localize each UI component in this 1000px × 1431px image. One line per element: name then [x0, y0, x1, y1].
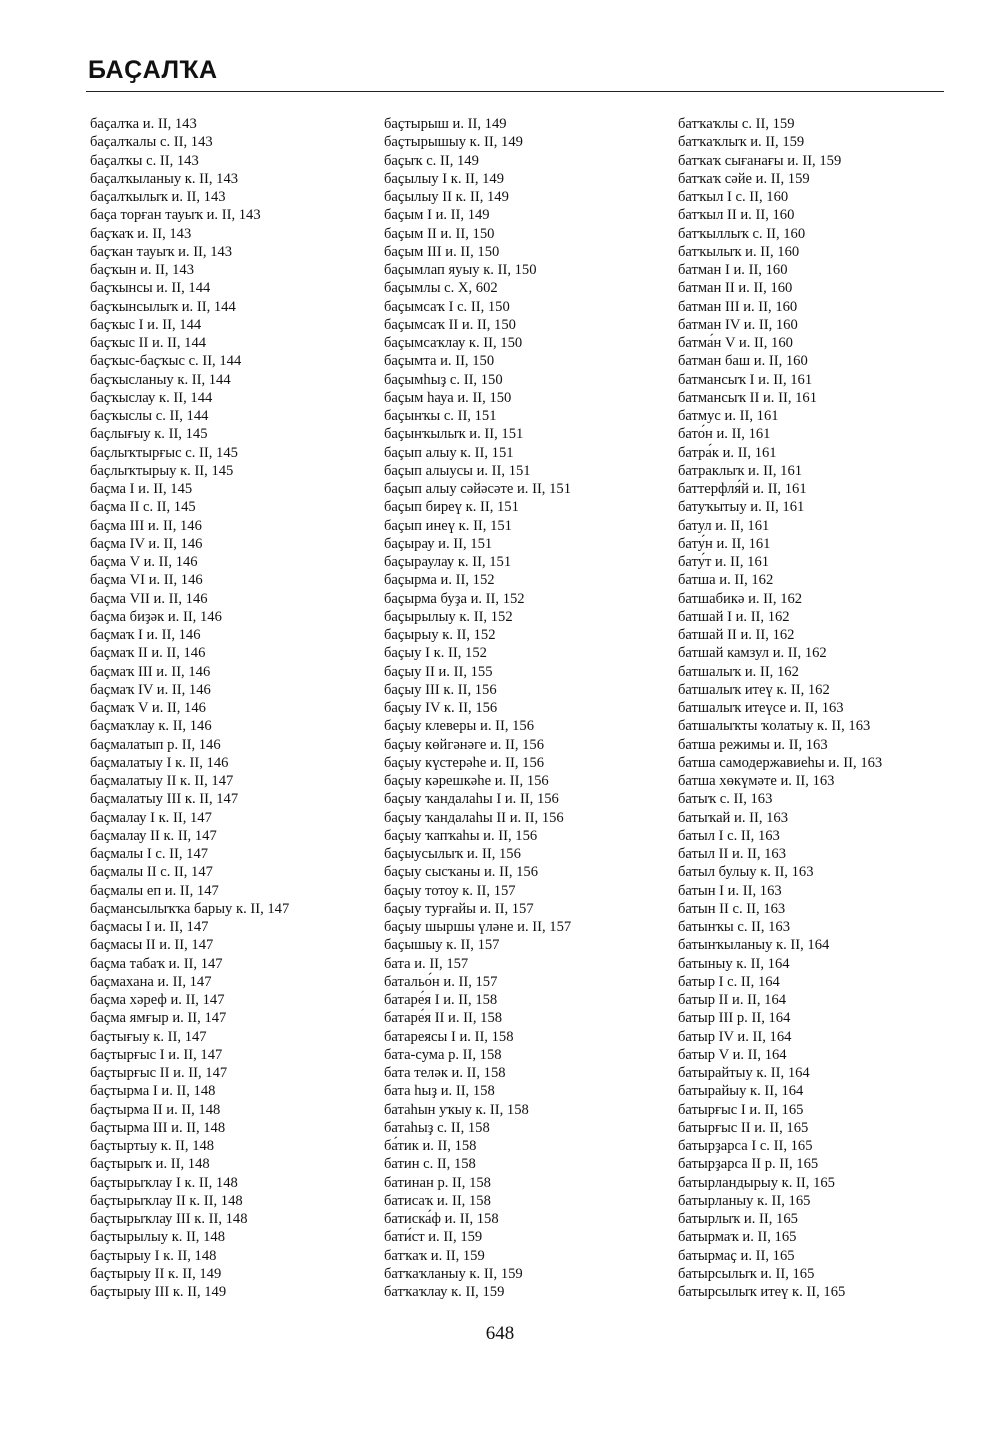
- dictionary-entry: баҫмалатыу II к. II, 147: [90, 773, 234, 789]
- entries-column-1: [90, 115, 289, 1301]
- dictionary-entry: бата и. II, 157: [384, 955, 469, 972]
- dictionary-entry: баҫып биреү к. II, 151: [384, 499, 519, 516]
- dictionary-entry: баҫыу көйгәнәге и. II, 156: [384, 736, 545, 753]
- dictionary-entry: баҫырау и. II, 151: [384, 535, 493, 552]
- dictionary-entry: баҫтырыу III к. II, 149: [90, 1284, 227, 1300]
- dictionary-entry: батырғыс II и. II, 165: [678, 1119, 809, 1136]
- dictionary-entry: баҫырыу к. II, 152: [384, 627, 496, 643]
- dictionary-entry: батальо́н и. II, 157: [384, 973, 498, 990]
- dictionary-entry: баҫмаҡлау к. II, 146: [90, 718, 212, 735]
- dictionary-entry: баҫыу III к. II, 156: [384, 681, 497, 698]
- dictionary-entry: ба́тик и. II, 158: [384, 1138, 477, 1154]
- dictionary-entry: баттерфля́й и. II, 161: [678, 481, 807, 497]
- dictionary-entry: батҡаҡлау к. II, 159: [384, 1284, 505, 1300]
- dictionary-entry: батша режимы и. II, 163: [678, 736, 828, 753]
- dictionary-entry: баҫлығыу к. II, 145: [90, 426, 208, 443]
- dictionary-entry: батырайтыу к. II, 164: [678, 1065, 810, 1081]
- dictionary-entry: батман III и. II, 160: [678, 298, 798, 315]
- dictionary-entry: баҫма V и. II, 146: [90, 554, 198, 570]
- dictionary-entry: баҫмаҡ III и. II, 146: [90, 663, 211, 680]
- dictionary-entry: баҫма IV и. II, 146: [90, 535, 203, 552]
- dictionary-entry: баҫҡынсылыҡ и. II, 144: [90, 298, 236, 315]
- dictionary-entry: баҫырма буҙа и. II, 152: [384, 590, 525, 607]
- dictionary-entry: баҫыусылыҡ и. II, 156: [384, 846, 521, 862]
- entries-column-3: [678, 115, 882, 1301]
- dictionary-entry: баҫҡысланыу к. II, 144: [90, 371, 231, 388]
- dictionary-entry: баҫтырыҡлау III к. II, 148: [90, 1211, 248, 1227]
- dictionary-entry: баҫҡынсы и. II, 144: [90, 280, 211, 297]
- dictionary-entry: батырсылыҡ итеү к. II, 165: [678, 1284, 846, 1300]
- dictionary-entry: батман II и. II, 160: [678, 280, 793, 297]
- dictionary-entry: баҫалҡыланыу к. II, 143: [90, 170, 239, 187]
- dictionary-entry: баҫлыҡтырыу к. II, 145: [90, 462, 234, 479]
- dictionary-entry: баҫалҡы с. II, 143: [90, 152, 199, 169]
- dictionary-entry: батаһын уҡыу к. II, 158: [384, 1101, 529, 1118]
- dictionary-entry: баҫма II с. II, 145: [90, 499, 196, 516]
- dictionary-entry: баҫмалы I с. II, 147: [90, 846, 209, 862]
- dictionary-entry: баҫып алыусы и. II, 151: [384, 462, 531, 479]
- dictionary-entry: баҫыу сысҡаны и. II, 156: [384, 864, 539, 881]
- dictionary-entry: батман баш и. II, 160: [678, 353, 808, 370]
- dictionary-entry: батшалыҡ итеү к. II, 162: [678, 681, 830, 698]
- dictionary-entry: баҫыу шыршы үләне и. II, 157: [384, 919, 572, 935]
- dictionary-entry: батмансыҡ I и. II, 161: [678, 371, 813, 388]
- dictionary-entry: батисаҡ и. II, 158: [384, 1192, 491, 1209]
- dictionary-entry: батырҙарса II р. II, 165: [678, 1156, 819, 1173]
- dictionary-entry: баҫыу ҡандалаһы II и. II, 156: [384, 809, 564, 826]
- dictionary-entry: баҫынҡылыҡ и. II, 151: [384, 426, 524, 443]
- dictionary-entry: баҫып алыу к. II, 151: [384, 444, 514, 461]
- dictionary-entry: батаре́я I и. II, 158: [384, 992, 498, 1008]
- dictionary-entry: баҫыу кәрешкәһе и. II, 156: [384, 773, 549, 789]
- dictionary-entry: бата теләк и. II, 158: [384, 1065, 506, 1081]
- dictionary-entry: баҫма табаҡ и. II, 147: [90, 955, 223, 972]
- dictionary-entry: батшалыҡ и. II, 162: [678, 663, 799, 680]
- dictionary-entry: баҫмалатып р. II, 146: [90, 736, 221, 753]
- dictionary-entry: батин с. II, 158: [384, 1156, 476, 1173]
- dictionary-entry: батыҡай и. II, 163: [678, 809, 789, 826]
- page-number: 648: [485, 1323, 515, 1344]
- dictionary-entry: баҫып алыу сәйәсәте и. II, 151: [384, 481, 571, 497]
- dictionary-entry: батҡыл II и. II, 160: [678, 207, 795, 224]
- dictionary-entry: баҫтырыҡлау I к. II, 148: [90, 1174, 238, 1191]
- dictionary-entry: баҫмасы II и. II, 147: [90, 937, 214, 954]
- dictionary-entry: баҫым II и. II, 150: [384, 225, 495, 242]
- dictionary-entry: баҫтырма III и. II, 148: [90, 1119, 226, 1136]
- dictionary-entry: баҫыу турғайы и. II, 157: [384, 900, 534, 917]
- dictionary-entry: батыл I с. II, 163: [678, 827, 780, 844]
- dictionary-entry: батыл II и. II, 163: [678, 846, 787, 862]
- dictionary-entry: баҫыу I к. II, 152: [384, 645, 487, 662]
- dictionary-entry: бати́ст и. II, 159: [384, 1229, 483, 1246]
- dictionary-entry: баҫымлы с. X, 602: [384, 280, 498, 297]
- dictionary-entry: баҫынҡы с. II, 151: [384, 408, 497, 424]
- dictionary-entry: батын I и. II, 163: [678, 882, 782, 899]
- dictionary-entry: батаре́я II и. II, 158: [384, 1010, 503, 1027]
- dictionary-entry: батҡаҡлы с. II, 159: [678, 116, 795, 132]
- dictionary-entry: баҫтырғыс II и. II, 147: [90, 1065, 228, 1081]
- dictionary-entry: батул и. II, 161: [678, 517, 770, 534]
- dictionary-entry: баҫмалатыу III к. II, 147: [90, 791, 239, 808]
- dictionary-entry: баҫмансылыҡҡа барыу к. II, 147: [90, 900, 290, 917]
- header-rule: [86, 91, 944, 92]
- dictionary-entry: батиска́ф и. II, 158: [384, 1211, 499, 1227]
- dictionary-entry: батра́к и. II, 161: [678, 444, 777, 461]
- dictionary-entry: баҫтырыу I к. II, 148: [90, 1247, 217, 1264]
- dictionary-entry: батырландырыу к. II, 165: [678, 1174, 835, 1191]
- dictionary-entry: баҫмахана и. II, 147: [90, 973, 212, 990]
- dictionary-entry: батаһыҙ с. II, 158: [384, 1119, 490, 1136]
- dictionary-entry: баҫалҡа и. II, 143: [90, 116, 197, 132]
- dictionary-entry: баҫыу ҡандалаһы I и. II, 156: [384, 791, 559, 808]
- dictionary-entry: баҫыу клеверы и. II, 156: [384, 718, 535, 735]
- dictionary-entry: батыр I с. II, 164: [678, 973, 780, 990]
- dictionary-entry: батша и. II, 162: [678, 572, 774, 589]
- dictionary-entry: баҫалҡылыҡ и. II, 143: [90, 189, 226, 205]
- dictionary-entry: батма́н V и. II, 160: [678, 335, 793, 351]
- dictionary-entry: баҫым I и. II, 149: [384, 207, 490, 224]
- dictionary-entry: баҫҡыс I и. II, 144: [90, 316, 202, 333]
- dictionary-entry: батырҙарса I с. II, 165: [678, 1138, 813, 1154]
- dictionary-entry: батыр III р. II, 164: [678, 1010, 791, 1027]
- dictionary-entry: батмус и. II, 161: [678, 408, 779, 424]
- dictionary-entry: батыр V и. II, 164: [678, 1046, 787, 1063]
- dictionary-entry: бато́н и. II, 161: [678, 426, 771, 443]
- dictionary-entry: баҫтырғыс I и. II, 147: [90, 1046, 223, 1063]
- dictionary-entry: баҫтырышыу к. II, 149: [384, 134, 523, 151]
- dictionary-entry: баҫтығыу к. II, 147: [90, 1028, 207, 1045]
- dictionary-entry: батырмаҫ и. II, 165: [678, 1247, 795, 1264]
- dictionary-entry: бата-сума р. II, 158: [384, 1046, 502, 1063]
- dictionary-entry: батша хөкүмәте и. II, 163: [678, 773, 835, 789]
- dictionary-entry: батҡылыҡ и. II, 160: [678, 243, 800, 260]
- dictionary-entry: баҫмаҡ IV и. II, 146: [90, 681, 211, 698]
- dictionary-entry: баҫтырыҡ и. II, 148: [90, 1156, 210, 1173]
- dictionary-entry: баҫҡаҡ и. II, 143: [90, 225, 192, 242]
- dictionary-entry: батшалыҡты ҡолатыу к. II, 163: [678, 718, 871, 735]
- entries-column-2: [384, 115, 571, 1301]
- dictionary-entry: баҫырылыу к. II, 152: [384, 608, 513, 625]
- dictionary-entry: баҫа торған тауыҡ и. II, 143: [90, 207, 261, 224]
- dictionary-entry: баҫма ямғыр и. II, 147: [90, 1010, 227, 1027]
- dictionary-entry: батырмаҡ и. II, 165: [678, 1229, 797, 1246]
- dictionary-entry: баҫмалау I к. II, 147: [90, 809, 212, 826]
- dictionary-entry: батман I и. II, 160: [678, 262, 788, 278]
- dictionary-entry: баҫҡын и. II, 143: [90, 262, 195, 278]
- dictionary-entry: батырғыс I и. II, 165: [678, 1101, 804, 1118]
- dictionary-entry: баҫма хәреф и. II, 147: [90, 992, 225, 1008]
- dictionary-entry: баҫмалау II к. II, 147: [90, 827, 217, 844]
- dictionary-entry: батҡаҡланыу к. II, 159: [384, 1265, 523, 1282]
- dictionary-entry: баҫма I и. II, 145: [90, 481, 193, 497]
- dictionary-entry: баҫҡыс II и. II, 144: [90, 335, 207, 351]
- dictionary-entry: батинан р. II, 158: [384, 1174, 491, 1191]
- dictionary-entry: батыл булыу к. II, 163: [678, 864, 814, 881]
- dictionary-entry: баҫымта и. II, 150: [384, 353, 495, 370]
- dictionary-entry: баҫҡан тауыҡ и. II, 143: [90, 243, 233, 260]
- dictionary-entry: батырайыу к. II, 164: [678, 1083, 804, 1100]
- dictionary-entry: батынҡы с. II, 163: [678, 919, 791, 935]
- dictionary-entry: батыр II и. II, 164: [678, 992, 787, 1008]
- dictionary-entry: батырланыу к. II, 165: [678, 1192, 811, 1209]
- dictionary-entry: батҡаҡ и. II, 159: [384, 1247, 485, 1264]
- dictionary-entry: баҫымһыҙ с. II, 150: [384, 371, 503, 388]
- dictionary-entry: бату́т и. II, 161: [678, 554, 770, 570]
- dictionary-entry: батша самодержавиеһы и. II, 163: [678, 754, 883, 771]
- dictionary-entry: батмансыҡ II и. II, 161: [678, 389, 818, 406]
- dictionary-entry: баҫма III и. II, 146: [90, 517, 202, 534]
- dictionary-entry: баҫтырыу II к. II, 149: [90, 1265, 222, 1282]
- dictionary-entry: баҫтырма I и. II, 148: [90, 1083, 216, 1100]
- dictionary-entry: батраклыҡ и. II, 161: [678, 462, 803, 479]
- dictionary-entry: баҫышыу к. II, 157: [384, 937, 500, 954]
- dictionary-entry: батыр IV и. II, 164: [678, 1028, 792, 1045]
- dictionary-entry: баҫма VI и. II, 146: [90, 572, 203, 589]
- dictionary-entry: батыҡ с. II, 163: [678, 791, 773, 808]
- dictionary-entry: баҫылыу II к. II, 149: [384, 189, 509, 205]
- dictionary-entry: батҡыл I с. II, 160: [678, 189, 789, 205]
- dictionary-entry: баҫмаҡ V и. II, 146: [90, 700, 206, 716]
- dictionary-entry: батырсылыҡ и. II, 165: [678, 1265, 815, 1282]
- dictionary-entry: баҫыҡ с. II, 149: [384, 152, 479, 169]
- dictionary-entry: баҫыу II и. II, 155: [384, 663, 493, 680]
- dictionary-entry: батшалыҡ итеүсе и. II, 163: [678, 700, 844, 716]
- dictionary-entry: баҫтырма II и. II, 148: [90, 1101, 221, 1118]
- dictionary-entry: баҫып инеү к. II, 151: [384, 517, 512, 534]
- dictionary-entry: баҫыу тотоу к. II, 157: [384, 882, 516, 899]
- dictionary-entry: баҫтырыш и. II, 149: [384, 116, 507, 132]
- dictionary-entry: баҫылыу I к. II, 149: [384, 170, 505, 187]
- dictionary-entry: баҫмасы I и. II, 147: [90, 919, 209, 935]
- dictionary-entry: батҡаҡ сәйе и. II, 159: [678, 170, 810, 187]
- dictionary-entry: батынҡыланыу к. II, 164: [678, 937, 830, 954]
- dictionary-entry: баҫҡыслау к. II, 144: [90, 389, 213, 406]
- dictionary-entry: баҫыу IV к. II, 156: [384, 700, 498, 716]
- dictionary-entry: баҫма VII и. II, 146: [90, 590, 208, 607]
- dictionary-entry: батшай II и. II, 162: [678, 627, 795, 643]
- dictionary-entry: батшабикә и. II, 162: [678, 590, 803, 607]
- dictionary-entry: баҫымсаҡлау к. II, 150: [384, 335, 523, 351]
- dictionary-entry: баҫырма и. II, 152: [384, 572, 495, 589]
- dictionary-entry: батшай камзул и. II, 162: [678, 645, 827, 662]
- dictionary-entry: батҡыллыҡ с. II, 160: [678, 225, 806, 242]
- dictionary-entry: батман IV и. II, 160: [678, 316, 798, 333]
- dictionary-entry: батырлыҡ и. II, 165: [678, 1211, 798, 1227]
- dictionary-entry: баҫым һауа и. II, 150: [384, 389, 512, 406]
- dictionary-entry: баҫмалатыу I к. II, 146: [90, 754, 229, 771]
- dictionary-entry: батҡаҡ сығанағы и. II, 159: [678, 152, 842, 169]
- dictionary-entry: бата һыҙ и. II, 158: [384, 1083, 495, 1100]
- dictionary-entry: бату́н и. II, 161: [678, 535, 771, 552]
- dictionary-entry: батҡаҡлыҡ и. II, 159: [678, 134, 805, 151]
- dictionary-entry: баҫмалы еп и. II, 147: [90, 882, 219, 899]
- dictionary-entry: батареясы I и. II, 158: [384, 1028, 514, 1045]
- dictionary-entry: баҫлыҡтырғыс с. II, 145: [90, 444, 238, 461]
- dictionary-entry: баҫтыртыу к. II, 148: [90, 1138, 215, 1154]
- dictionary-entry: батуҡытыу и. II, 161: [678, 499, 805, 516]
- dictionary-entry: баҫҡыс-баҫҡыс с. II, 144: [90, 353, 242, 370]
- dictionary-entry: баҫымлап яуыу к. II, 150: [384, 262, 537, 278]
- dictionary-entry: баҫыраулау к. II, 151: [384, 554, 512, 570]
- dictionary-entry: батшай I и. II, 162: [678, 608, 790, 625]
- dictionary-entry: баҫыу күстерәһе и. II, 156: [384, 754, 545, 771]
- dictionary-entry: баҫтырыҡлау II к. II, 148: [90, 1192, 243, 1209]
- dictionary-entry: батыныу к. II, 164: [678, 955, 790, 972]
- running-head: БАҪАЛҠА: [88, 56, 218, 84]
- dictionary-entry: баҫымсаҡ I с. II, 150: [384, 298, 510, 315]
- dictionary-entry: баҫыу ҡапҡаһы и. II, 156: [384, 827, 538, 844]
- dictionary-entry: баҫым III и. II, 150: [384, 243, 500, 260]
- dictionary-entry: баҫмаҡ II и. II, 146: [90, 645, 206, 662]
- dictionary-entry: баҫымсаҡ II и. II, 150: [384, 316, 516, 333]
- dictionary-entry: баҫма биҙәк и. II, 146: [90, 608, 222, 625]
- dictionary-entry: баҫмалы II с. II, 147: [90, 864, 213, 881]
- dictionary-entry: батын II с. II, 163: [678, 900, 786, 917]
- dictionary-entry: баҫалҡалы с. II, 143: [90, 134, 213, 151]
- dictionary-entry: баҫҡыслы с. II, 144: [90, 408, 209, 424]
- dictionary-entry: баҫтырылыу к. II, 148: [90, 1229, 225, 1246]
- dictionary-entry: баҫмаҡ I и. II, 146: [90, 627, 201, 643]
